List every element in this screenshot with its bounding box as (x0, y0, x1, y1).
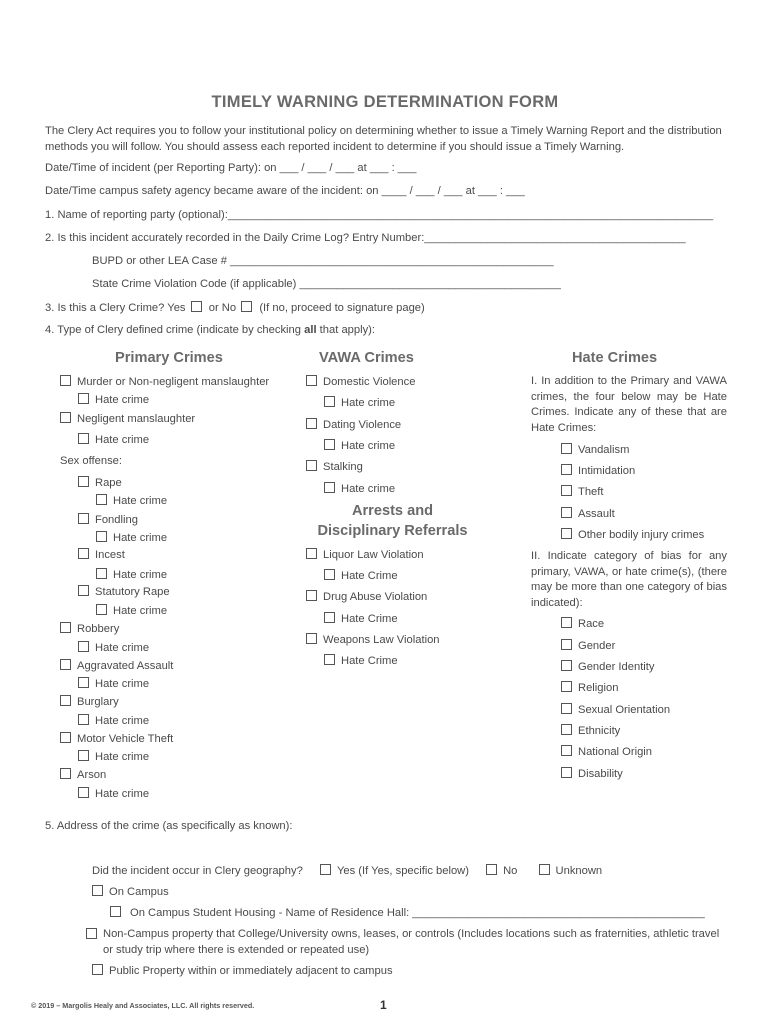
form-title: TIMELY WARNING DETERMINATION FORM (211, 93, 559, 111)
arrests-liquor[interactable] (306, 548, 424, 561)
primary-rape-label: Rape (95, 477, 122, 489)
geo-yes-checkbox[interactable] (320, 864, 331, 875)
geo-unknown-checkbox[interactable] (539, 864, 550, 875)
primary-incest[interactable] (78, 548, 125, 561)
arrests-header-line1: Arrests and (351, 503, 434, 519)
primary-motor[interactable] (60, 732, 173, 745)
page-number: 1 (380, 998, 387, 1012)
hate-assault[interactable] (561, 507, 615, 520)
hate-crime-label: Hate crime (341, 440, 396, 452)
primary-statutory[interactable] (78, 585, 170, 598)
checkbox[interactable] (561, 703, 572, 714)
checkbox[interactable] (561, 464, 572, 475)
vawa-dating-label: Dating Violence (323, 419, 402, 431)
arrests-weapons[interactable] (306, 633, 440, 646)
checkbox[interactable] (561, 617, 572, 628)
checkbox[interactable] (60, 412, 71, 423)
checkbox[interactable] (60, 732, 71, 743)
hate-crime-label: Hate Crime (341, 655, 398, 667)
hate-other-label: Other bodily injury crimes (578, 529, 705, 541)
bias-national-origin-label: National Origin (578, 746, 652, 758)
arrests-liquor-label: Liquor Law Violation (323, 549, 424, 561)
checkbox[interactable] (324, 396, 335, 407)
hate-crime-label: Hate crime (95, 642, 150, 654)
hate-crime-label: Hate crime (113, 605, 168, 617)
checkbox[interactable] (78, 393, 89, 404)
checkbox[interactable] (324, 654, 335, 665)
checkbox[interactable] (306, 633, 317, 644)
checkbox[interactable] (96, 604, 107, 615)
primary-fondling-hate[interactable] (96, 531, 167, 544)
aware-datetime-field[interactable]: Date/Time campus safety agency became aware of the incident: on ____ / ___ / ___ at ___ : ___ (45, 185, 525, 197)
vawa-crimes-header: VAWA Crimes (319, 350, 414, 366)
vawa-stalking-hate[interactable] (324, 482, 395, 495)
bupd-case-field[interactable]: BUPD or other LEA Case # ____________________________________________________ (92, 255, 554, 267)
checkbox[interactable] (561, 485, 572, 496)
primary-murder[interactable] (60, 375, 269, 388)
hate-crime-label: Hate crime (95, 678, 150, 690)
incident-datetime-field[interactable]: Date/Time of incident (per Reporting Party): on ___ / ___ / ___ at ___ : ___ (45, 162, 417, 174)
sex-offense-label: Sex offense: (60, 455, 122, 467)
primary-fondling[interactable] (78, 513, 138, 526)
hate-crime-label: Hate crime (113, 569, 168, 581)
primary-murder-hate[interactable] (78, 393, 149, 406)
checkbox[interactable] (92, 964, 103, 975)
checkbox[interactable] (306, 460, 317, 471)
public-property-label: Public Property within or immediately adjacent to campus (109, 965, 393, 977)
bias-ethnicity[interactable] (561, 724, 620, 737)
arrests-weapons-hate[interactable] (324, 654, 398, 667)
primary-negligent-label: Negligent manslaughter (77, 413, 196, 425)
primary-aggravated-label: Aggravated Assault (77, 660, 174, 672)
checkbox[interactable] (78, 641, 89, 652)
primary-robbery-label: Robbery (77, 623, 120, 635)
checkbox[interactable] (78, 714, 89, 725)
primary-arson-label: Arson (77, 769, 107, 781)
student-housing-label: On Campus Student Housing - Name of Residence Hall: _______________________________________________ (130, 907, 705, 919)
primary-aggravated-hate[interactable] (78, 677, 149, 690)
hate-crime-label: Hate crime (95, 394, 150, 406)
student-housing-option[interactable] (110, 906, 705, 919)
hate-crime-label: Hate crime (95, 788, 150, 800)
arrests-header-line2: Disciplinary Referrals (317, 523, 468, 539)
checkbox[interactable] (561, 681, 572, 692)
checkbox[interactable] (60, 659, 71, 670)
checkbox[interactable] (561, 660, 572, 671)
primary-burglary-hate[interactable] (78, 714, 149, 727)
crime-type-question (45, 324, 375, 336)
hate-crimes-header: Hate Crimes (572, 350, 658, 366)
checkbox[interactable] (60, 622, 71, 633)
checkbox[interactable] (96, 531, 107, 542)
checkbox[interactable] (561, 507, 572, 518)
bias-sexual-orientation[interactable] (561, 703, 670, 716)
on-campus-label: On Campus (109, 886, 169, 898)
checkbox[interactable] (306, 418, 317, 429)
checkbox[interactable] (306, 590, 317, 601)
bias-race[interactable] (561, 617, 604, 630)
hate-intimidation[interactable] (561, 464, 635, 477)
primary-motor-hate[interactable] (78, 750, 149, 763)
clery-crime-prefix: 3. Is this a Clery Crime? Yes (45, 302, 186, 314)
checkbox[interactable] (78, 548, 89, 559)
hate-crime-label: Hate crime (341, 483, 396, 495)
hate-crimes-intro-2: II. Indicate category of bias for any primary, VAWA, or hate crime(s), (there may be more than one category of bias indicated): (531, 550, 727, 609)
bias-gender[interactable] (561, 639, 615, 652)
clery-yes-checkbox[interactable] (191, 301, 202, 312)
checkbox[interactable] (306, 375, 317, 386)
crime-type-prefix: 4. Type of Clery defined crime (indicate by checking (45, 324, 305, 336)
state-code-field[interactable]: State Crime Violation Code (if applicable) __________________________________________ (92, 278, 561, 290)
checkbox[interactable] (78, 513, 89, 524)
checkbox[interactable] (96, 568, 107, 579)
bias-race-label: Race (578, 618, 605, 630)
bias-gender-identity[interactable] (561, 660, 655, 673)
checkbox[interactable] (324, 612, 335, 623)
address-question[interactable]: 5. Address of the crime (as specifically as known): (45, 820, 293, 832)
bias-disability-label: Disability (578, 768, 623, 780)
clery-geography-label: Did the incident occur in Clery geography? (92, 865, 303, 877)
vawa-domestic[interactable] (306, 375, 415, 388)
primary-incest-hate[interactable] (96, 568, 167, 581)
hate-other-bodily[interactable] (561, 528, 704, 541)
bias-disability[interactable] (561, 767, 623, 780)
checkbox[interactable] (110, 906, 121, 917)
crime-type-suffix: that apply): (316, 324, 376, 336)
hate-vandalism-label: Vandalism (578, 444, 630, 456)
primary-incest-label: Incest (95, 549, 125, 561)
checkbox[interactable] (78, 585, 89, 596)
checkbox[interactable] (60, 695, 71, 706)
vawa-dating[interactable] (306, 418, 401, 431)
hate-assault-label: Assault (578, 508, 615, 520)
checkbox[interactable] (306, 548, 317, 559)
bias-national-origin[interactable] (561, 745, 652, 758)
vawa-stalking[interactable] (306, 460, 363, 473)
checkbox[interactable] (78, 787, 89, 798)
hate-crime-label: Hate Crime (341, 613, 398, 625)
primary-murder-label: Murder or Non-negligent manslaughter (77, 376, 270, 388)
checkbox[interactable] (324, 569, 335, 580)
bias-religion[interactable] (561, 681, 618, 694)
on-campus-option[interactable] (92, 885, 169, 898)
checkbox[interactable] (324, 439, 335, 450)
primary-statutory-label: Statutory Rape (95, 586, 170, 598)
primary-arson-hate[interactable] (78, 787, 149, 800)
arrests-drug-label: Drug Abuse Violation (323, 591, 428, 603)
checkbox[interactable] (96, 494, 107, 505)
checkbox[interactable] (324, 482, 335, 493)
checkbox[interactable] (561, 443, 572, 454)
hate-crime-label: Hate crime (113, 495, 168, 507)
primary-negligent[interactable] (60, 412, 195, 425)
hate-crime-label: Hate Crime (341, 570, 398, 582)
crime-type-all: all (304, 324, 317, 336)
checkbox[interactable] (78, 476, 89, 487)
daily-crime-log-field[interactable]: 2. Is this incident accurately recorded in the Daily Crime Log? Entry Number:__________________________________________ (45, 232, 686, 244)
clery-crime-suffix: (If no, proceed to signature page) (259, 302, 425, 314)
hate-theft-label: Theft (578, 486, 604, 498)
checkbox[interactable] (78, 750, 89, 761)
checkbox[interactable] (561, 639, 572, 650)
vawa-stalking-label: Stalking (323, 461, 363, 473)
hate-crime-label: Hate crime (113, 532, 168, 544)
primary-rape-hate[interactable] (96, 494, 167, 507)
vawa-dating-hate[interactable] (324, 439, 395, 452)
clery-no-checkbox[interactable] (241, 301, 252, 312)
hate-crimes-intro-1: I. In addition to the Primary and VAWA crimes, the four below may be Hate Crimes. Indicate any of these that are Hate Crimes: (531, 375, 727, 434)
bias-gender-identity-label: Gender Identity (578, 661, 655, 673)
arrests-liquor-hate[interactable] (324, 569, 398, 582)
primary-burglary-label: Burglary (77, 696, 119, 708)
checkbox[interactable] (561, 528, 572, 539)
hate-intimidation-label: Intimidation (578, 465, 636, 477)
hate-crime-label: Hate crime (95, 751, 150, 763)
bias-religion-label: Religion (578, 682, 619, 694)
arrests-drug[interactable] (306, 590, 427, 603)
checkbox[interactable] (60, 768, 71, 779)
reporting-party-field[interactable]: 1. Name of reporting party (optional):______________________________________________________________________________ (45, 209, 714, 221)
hate-crime-label: Hate crime (341, 397, 396, 409)
checkbox[interactable] (92, 885, 103, 896)
clery-crime-question (45, 301, 425, 314)
primary-fondling-label: Fondling (95, 514, 138, 526)
clery-geography-question (92, 864, 602, 877)
hate-vandalism[interactable] (561, 443, 629, 456)
checkbox[interactable] (78, 677, 89, 688)
bias-sexual-orientation-label: Sexual Orientation (578, 704, 671, 716)
vawa-domestic-label: Domestic Violence (323, 376, 416, 388)
primary-negligent-hate[interactable] (78, 433, 149, 446)
checkbox[interactable] (561, 767, 572, 778)
primary-motor-label: Motor Vehicle Theft (77, 733, 174, 745)
primary-aggravated[interactable] (60, 659, 173, 672)
checkbox[interactable] (60, 375, 71, 386)
bias-gender-label: Gender (578, 640, 616, 652)
primary-crimes-header: Primary Crimes (115, 350, 223, 366)
non-campus-label: Non-Campus property that College/University owns, leases, or controls (Includes locations such as fraternities, athletic travel or study trip where there is extended or repeated use) (103, 928, 720, 956)
geo-no-checkbox[interactable] (486, 864, 497, 875)
clery-or-no: or No (208, 302, 237, 314)
primary-burglary[interactable] (60, 695, 119, 708)
arrests-drug-hate[interactable] (324, 612, 398, 625)
checkbox[interactable] (561, 745, 572, 756)
intro-text: The Clery Act requires you to follow your institutional policy on determining whether to issue a Timely Warning Report and the distribution methods you will follow. You should assess each reported incident to determine if you should issue a Timely Warning. (45, 125, 722, 153)
hate-crime-label: Hate crime (95, 715, 150, 727)
public-property-option[interactable] (92, 964, 393, 977)
primary-robbery-hate[interactable] (78, 641, 149, 654)
copyright-footer: © 2019 – Margolis Healy and Associates, LLC. All rights reserved. (31, 1001, 255, 1010)
geo-yes-label: Yes (If Yes, specific below) (336, 865, 469, 877)
geo-unknown-label: Unknown (555, 865, 603, 877)
vawa-domestic-hate[interactable] (324, 396, 395, 409)
non-campus-checkbox[interactable] (86, 928, 97, 939)
checkbox[interactable] (78, 433, 89, 444)
bias-ethnicity-label: Ethnicity (578, 725, 621, 737)
hate-theft[interactable] (561, 485, 604, 498)
primary-statutory-hate[interactable] (96, 604, 167, 617)
primary-robbery[interactable] (60, 622, 119, 635)
primary-rape[interactable] (78, 476, 122, 489)
primary-arson[interactable] (60, 768, 106, 781)
hate-crime-label: Hate crime (95, 434, 150, 446)
checkbox[interactable] (561, 724, 572, 735)
geo-no-label: No (503, 865, 518, 877)
arrests-weapons-label: Weapons Law Violation (323, 634, 440, 646)
